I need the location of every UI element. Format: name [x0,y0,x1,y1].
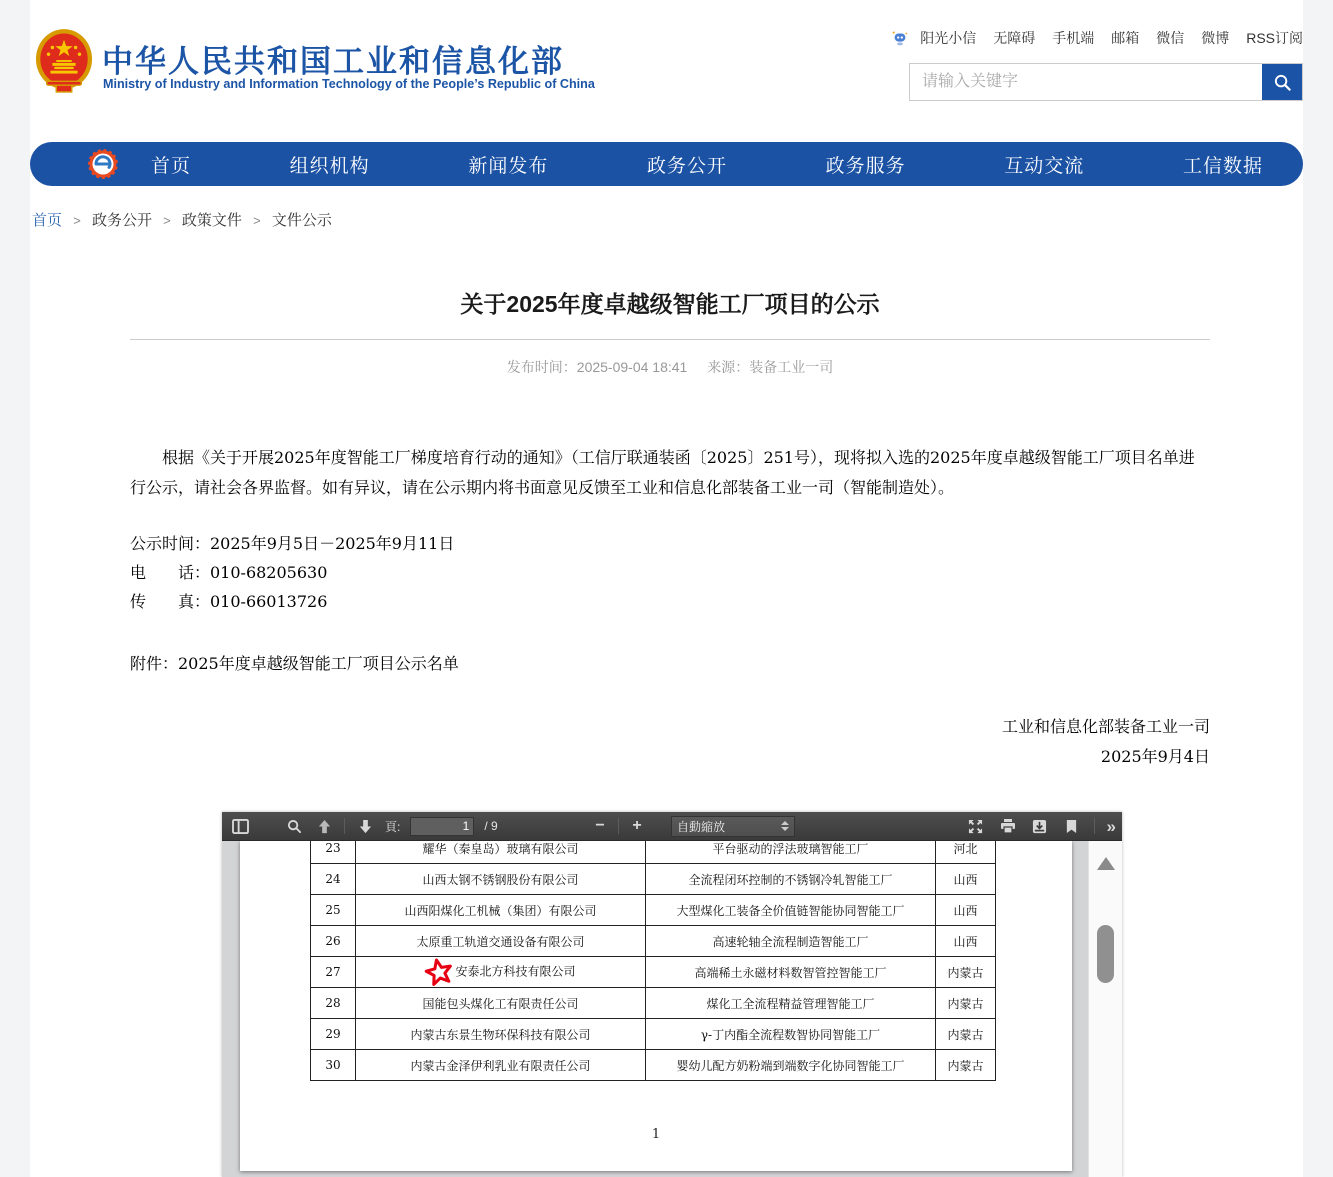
breadcrumb-gov-disclosure[interactable]: 政务公开 [91,212,152,229]
publish-time: 发布时间：2025-09-04 18:41 [506,359,688,375]
row-project: 煤化工全流程精益管理智能工厂 [646,988,936,1019]
row-no: 30 [311,1050,356,1081]
quick-links [891,28,1303,48]
row-region: 山西 [936,926,996,957]
table-row [311,1019,996,1050]
attachment-line[interactable]: 附件：2025年度卓越级智能工厂项目公示名单 [130,654,459,673]
nav-item-home[interactable]: 首页 [151,155,192,177]
page-number-input[interactable] [410,817,474,836]
row-company: 山西阳煤化工机械（集团）有限公司 [356,895,646,926]
row-company-label: 安泰北方科技有限公司 [455,964,576,979]
pdf-toolbar [222,812,1122,841]
row-region: 内蒙古 [936,988,996,1019]
row-no: 23 [311,841,356,864]
scroll-up-icon[interactable] [1097,857,1115,870]
pdf-viewer [222,812,1122,1177]
row-company [356,957,646,988]
smart-factory-table [310,841,996,1081]
signature-block [130,712,1210,772]
row-no: 24 [311,864,356,895]
row-project: 高速轮轴全流程制造智能工厂 [646,926,936,957]
breadcrumb-separator: > [73,213,81,228]
table-row [311,864,996,895]
quicklink-weibo[interactable]: 微博 [1201,30,1230,46]
pdf-page-number: 1 [651,1127,661,1142]
quicklink-mobile[interactable]: 手机端 [1052,30,1095,46]
table-row [311,895,996,926]
miit-gear-logo-icon [85,146,121,182]
nav-item-gov-disclosure[interactable]: 政务公开 [646,155,727,177]
row-company: 国能包头煤化工有限责任公司 [356,988,646,1019]
previous-page-icon[interactable] [314,815,334,837]
breadcrumb-policy-files[interactable]: 政策文件 [181,212,242,229]
row-project: 高端稀土永磁材料数智管控智能工厂 [646,957,936,988]
presentation-mode-icon[interactable] [966,815,986,837]
pdf-scrollbar[interactable] [1088,841,1122,1177]
breadcrumb-announcements[interactable]: 文件公示 [271,212,332,229]
download-icon[interactable] [1030,815,1050,837]
row-company: 太原重工轨道交通设备有限公司 [356,926,646,957]
article-meta [130,357,1210,377]
row-region: 内蒙古 [936,1019,996,1050]
page-total: / 9 [484,819,498,833]
row-project: 婴幼儿配方奶粉端到端数字化协同智能工厂 [646,1050,936,1081]
publicity-period: 公示时间：2025年9月5日－2025年9月11日 [130,534,455,553]
signature-date: 2025年9月4日 [1100,747,1210,766]
contact-info [130,529,1210,616]
row-region: 内蒙古 [936,957,996,988]
zoom-in-icon[interactable]: + [632,817,642,834]
row-no: 25 [311,895,356,926]
signature-dept: 工业和信息化部装备工业一司 [1001,717,1210,736]
zoom-select[interactable] [671,816,795,837]
site-subtitle: Ministry of Industry and Information Technology of the People’s Republic of China [103,77,595,91]
site-title: 中华人民共和国工业和信息化部 [102,44,564,79]
breadcrumb [32,209,332,230]
row-project: 大型煤化工装备全价值链智能协同智能工厂 [646,895,936,926]
quicklink-rss[interactable]: RSS订阅 [1246,30,1303,46]
pdf-canvas-area [222,841,1122,1177]
quicklink-wechat[interactable]: 微信 [1156,30,1185,46]
title-divider [130,339,1210,340]
row-company: 内蒙古东景生物环保科技有限公司 [356,1019,646,1050]
nav-item-interaction[interactable]: 互动交流 [1004,155,1085,177]
nav-item-data[interactable]: 工信数据 [1182,155,1263,177]
search-box [909,63,1303,101]
sidebar-toggle-icon[interactable] [230,815,250,837]
pdf-page [240,841,1072,1171]
quicklink-mailbox[interactable]: 邮箱 [1111,30,1140,46]
nav-item-news[interactable]: 新闻发布 [468,155,549,177]
scrollbar-thumb[interactable] [1097,925,1114,983]
next-page-icon[interactable] [355,815,375,837]
site-header [30,0,1303,130]
row-no: 27 [311,957,356,988]
table-row-starred [311,957,996,988]
red-star-icon [423,957,456,988]
page [30,0,1303,1177]
national-emblem-icon [35,28,93,94]
search-icon [1273,73,1292,92]
breadcrumb-separator: > [253,213,261,228]
row-no: 28 [311,988,356,1019]
print-icon[interactable] [998,815,1018,837]
quicklink-accessibility[interactable]: 无障碍 [993,30,1036,46]
article [130,286,1210,772]
page-label: 頁: [385,819,401,834]
assistant-robot-icon[interactable] [891,29,909,47]
fax-line: 传 真：010-66013726 [130,592,328,611]
row-company: 耀华（秦皇岛）玻璃有限公司 [356,841,646,864]
row-no: 29 [311,1019,356,1050]
bookmark-icon[interactable] [1062,815,1082,837]
article-source: 来源：装备工业一司 [707,359,834,375]
table-row [311,926,996,957]
table-row [311,841,996,864]
page-title: 关于2025年度卓越级智能工厂项目的公示 [460,291,880,317]
row-company: 内蒙古金泽伊利乳业有限责任公司 [356,1050,646,1081]
article-paragraph: 根据《关于开展2025年度智能工厂梯度培育行动的通知》（工信厅联通装函〔2025〕251号），现将拟入选的2025年度卓越级智能工厂项目名单进行公示，请社会各界监督。如有异议，请在公示期内将书面意见反馈至工业和信息化部装备工业一司（智能制造处）。 [130,448,1195,497]
row-project: γ-丁内酯全流程数智协同智能工厂 [646,1019,936,1050]
phone-line: 电 话：010-68205630 [130,563,328,582]
toolbar-more-icon[interactable]: » [1106,816,1116,836]
row-company: 山西太钢不锈钢股份有限公司 [356,864,646,895]
quicklink-sunshine[interactable]: 阳光小信 [920,30,977,46]
zoom-select-value: 自動縮放 [677,819,726,834]
select-arrows-icon [781,821,789,831]
find-icon[interactable] [284,815,304,837]
breadcrumb-home[interactable]: 首页 [32,212,63,229]
row-region: 内蒙古 [936,1050,996,1081]
search-input[interactable] [910,64,1262,100]
row-no: 26 [311,926,356,957]
nav-item-gov-services[interactable]: 政务服务 [825,155,906,177]
nav-item-organization[interactable]: 组织机构 [289,155,370,177]
row-region: 河北 [936,841,996,864]
search-button[interactable] [1262,64,1302,100]
table-row [311,988,996,1019]
main-nav [30,142,1303,186]
row-region: 山西 [936,864,996,895]
table-row [311,1050,996,1081]
row-project: 全流程闭环控制的不锈钢冷轧智能工厂 [646,864,936,895]
zoom-out-icon[interactable]: − [595,817,605,834]
nav-list [121,151,1303,178]
row-region: 山西 [936,895,996,926]
row-project: 平台驱动的浮法玻璃智能工厂 [646,841,936,864]
breadcrumb-separator: > [163,213,171,228]
